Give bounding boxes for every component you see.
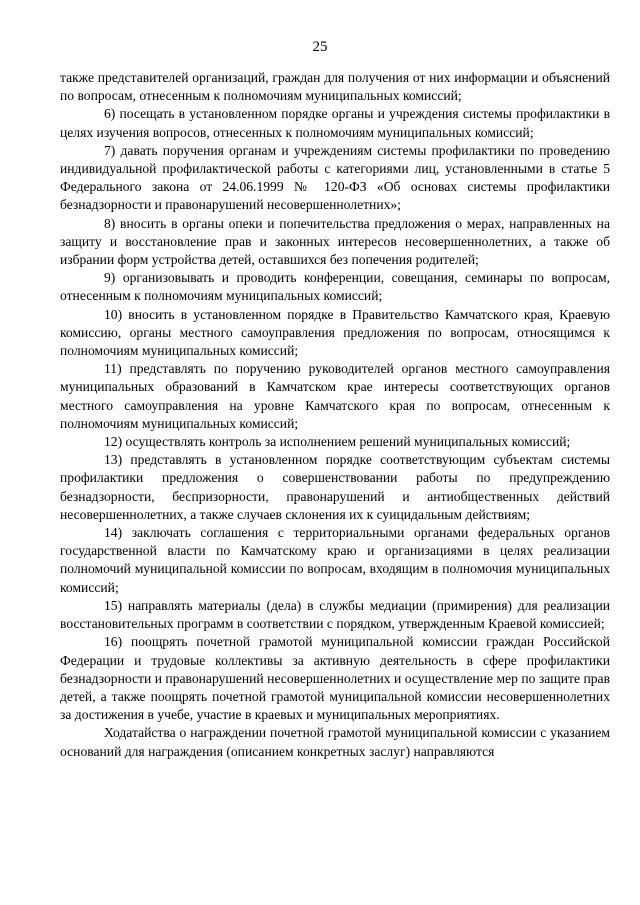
paragraph-item-13: 13) представлять в установленном порядке соответствующим субъектам системы профилактики предложения о совершенствовании работы по предупреждению безнадзорности, беспризорности, правонарушений и антиобщественных действий несовершеннолетних, а также случаев склонения их к суицидальным действиям; [60, 452, 610, 522]
paragraph-item-9: 9) организовывать и проводить конференции, совещания, семинары по вопросам, отнесенным к полномочиям муниципальных комиссий; [60, 270, 610, 304]
paragraph-item-8: 8) вносить в органы опеки и попечительства предложения о мерах, направленных на защиту и восстановление прав и законных интересов несовершеннолетних, а также об избрании форм устройства детей, оставшихся без попечения родителей; [60, 215, 610, 268]
paragraph-continuation: также представителей организаций, граждан для получения от них информации и объяснений по вопросам, отнесенным к полномочиям муниципальных комиссий; [60, 70, 610, 104]
paragraph-item-15: 15) направлять материалы (дела) в службы медиации (примирения) для реализации восстановительных программ в соответствии с порядком, утвержденным Краевой комиссией; [60, 597, 610, 632]
page-number: 25 [312, 39, 328, 55]
document-body [60, 69, 610, 761]
paragraph-item-7: 7) давать поручения органам и учреждениям системы профилактики по проведению индивидуальной профилактической работы с категориями лиц, установленными в статье 5 Федерального закона от 24.06.1999 № 120-ФЗ «Об основах системы профилактики безнадзорности и правонарушений несовершеннолетних»; [60, 142, 610, 213]
paragraph-item-10: 10) вносить в установленном порядке в Правительство Камчатского края, Краевую комиссию, органы местного самоуправления предложения по вопросам, относящимся к полномочиям муниципальных комиссий; [60, 306, 610, 359]
paragraph-item-16: 16) поощрять почетной грамотой муниципальной комиссии граждан Российской Федерации и трудовые коллективы за активную деятельность в сфере профилактики безнадзорности и правонарушений несовершеннолетних и осуществление мер по защите прав детей, а также поощрять почетной грамотой муниципальной комиссии несовершеннолетних за достижения в учебе, участие в краевых и муниципальных мероприятиях. [60, 634, 610, 723]
paragraph-item-14: 14) заключать соглашения с территориальными органами федеральных органов государственной власти по Камчатскому краю и организациями в целях реализации полномочий муниципальной комиссии по вопросам, входящим в полномочия муниципальных комиссий; [60, 525, 610, 595]
paragraph-item-12: 12) осуществлять контроль за исполнением решений муниципальных комиссий; [104, 434, 571, 450]
paragraph-item-6: 6) посещать в установленном порядке органы и учреждения системы профилактики в целях изучения вопросов, отнесенных к полномочиям муниципальных комиссий; [60, 106, 610, 140]
paragraph-petitions: Ходатайства о награждении почетной грамотой муниципальной комиссии с указанием оснований для награждения (описанием конкретных заслуг) направляются [60, 725, 610, 759]
paragraph-item-11: 11) представлять по поручению руководителей органов местного самоуправления муниципальных образований в Камчатском крае интересы соответствующих органов местного самоуправления на уровне Камчатского края по вопросам, отнесенным к полномочиям муниципальных комиссий; [60, 361, 610, 431]
